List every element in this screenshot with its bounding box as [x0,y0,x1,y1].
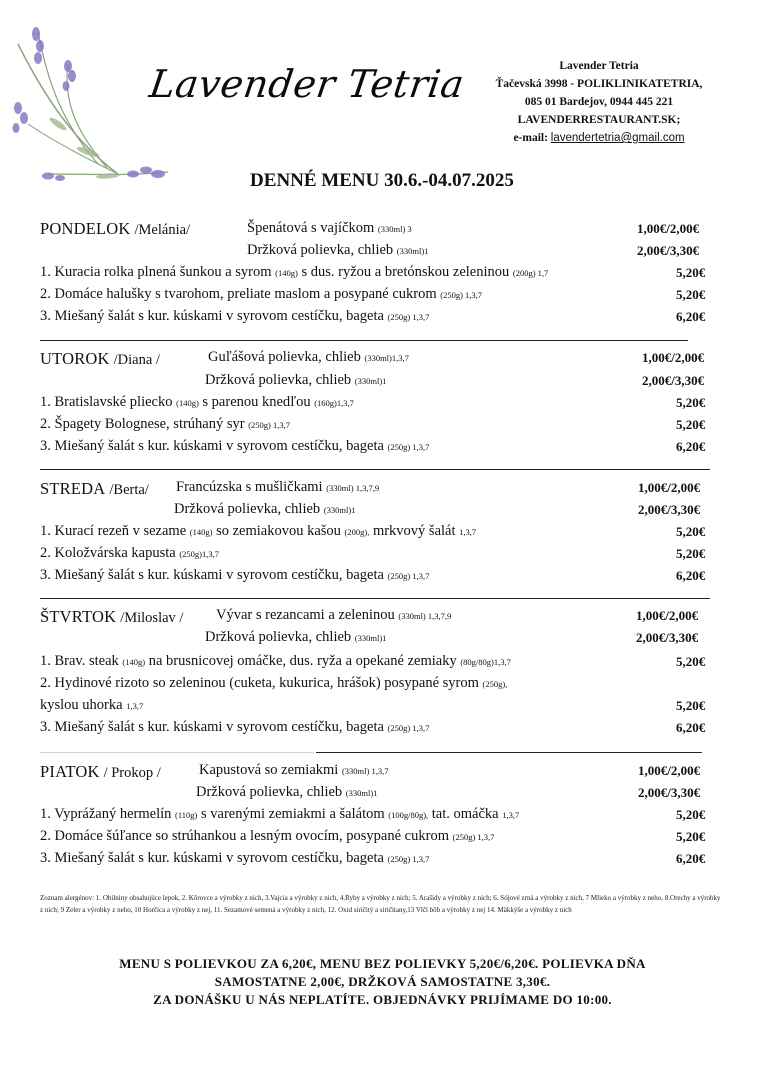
soup-item: Držková polievka, chlieb (330ml)1 [205,629,387,645]
email-label: e-mail: [513,132,548,144]
meal-price: 5,20€ [676,654,706,669]
lavender-illustration [8,24,178,194]
day-header-tuesday [40,349,160,369]
nameday: /Berta/ [109,482,149,498]
contact-block [470,57,728,147]
day-header-monday [40,219,190,239]
meal-item: 3. Miešaný šalát s kur. kúskami v syrovom cestíčku, bageta (250g) 1,3,7 [40,850,430,866]
meal-price: 5,20€ [676,829,706,844]
soup-price: 2,00€/3,30€ [637,243,700,258]
menu-title: DENNÉ MENU 30.6.-04.07.2025 [250,170,514,191]
contact-line: Ťačevská 3998 - POLIKLINIKATETRIA, [495,78,703,90]
footer-notice [40,955,725,1009]
meal-item: 3. Miešaný šalát s kur. kúskami v syrovom cestíčku, bageta (250g) 1,3,7 [40,308,430,324]
soup-item: Kapustová so zemiakmi (330ml) 1,3,7 [199,762,389,778]
day-label: PIATOK [40,762,100,781]
section-divider [40,598,710,599]
brand-logo-text: Lavender Tetria [146,62,468,106]
day-header-thursday [40,607,183,627]
soup-item: Guľášová polievka, chlieb (330ml)1,3,7 [208,349,409,365]
meal-item: 2. Domáce halušky s tvarohom, preliate maslom a posypané cukrom (250g) 1,3,7 [40,286,483,302]
meal-item: 1. Kuracia rolka plnená šunkou a syrom (140g) s dus. ryžou a bretónskou zeleninou (200g) 1,7 [40,264,549,280]
nameday: /Melánia/ [134,222,191,238]
soup-item: Vývar s rezancami a zeleninou (330ml) 1,3,7,9 [216,607,452,623]
meal-price: 6,20€ [676,720,706,735]
contact-line: LAVENDERRESTAURANT.SK; [517,114,681,126]
soup-price: 2,00€/3,30€ [638,785,701,800]
section-divider [316,752,702,753]
meal-item: 2. Koložvárska kapusta (250g)1,3,7 [40,545,219,561]
day-label: PONDELOK [40,219,131,238]
meal-price: 5,20€ [676,265,706,280]
day-header-wednesday [40,479,149,499]
meal-price: 5,20€ [676,524,706,539]
soup-item: Francúzska s mušličkami (330ml) 1,3,7,9 [176,479,380,495]
meal-item: 2. Domáce šúľance so strúhankou a lesným ovocím, posypané cukrom (250g) 1,3,7 [40,828,495,844]
meal-price: 5,20€ [676,417,706,432]
meal-price: 6,20€ [676,568,706,583]
footer-line: SAMOSTATNE 2,00€, DRŽKOVÁ SAMOSTATNE 3,30€. [214,974,551,989]
meal-price: 5,20€ [676,698,706,713]
soup-price: 1,00€/2,00€ [642,350,705,365]
soup-price: 1,00€/2,00€ [636,608,699,623]
soup-price: 2,00€/3,30€ [638,502,701,517]
meal-price: 6,20€ [676,439,706,454]
meal-price: 5,20€ [676,287,706,302]
soup-price: 1,00€/2,00€ [637,221,700,236]
soup-item: Držková polievka, chlieb (330ml)1 [247,242,429,258]
soup-price: 1,00€/2,00€ [638,763,701,778]
meal-price: 5,20€ [676,807,706,822]
allergen-list: Zoznam alergénov: 1. Obilniny obsahujúce lepok, 2. Kôrovce a výrobky z nich, 3.Vajcia a výrobky z nich, 4.Ryby a výrobky z nich; 5. Arašidy a výrobky z nich; 6. Sójové zrná a výrobky z nich, 7 Mlieko a výrobky z neho, 8.Orechy a výrobky z nich; 9 Zeler a výrobky z neho, 10 Horčica a výrobky z nej, 11. Sezamové semená a výrobky z nich, 12. Oxid siričitý a siričitany,13 Vlčí bôb a výrobky z nej 14. Mäkkýše a výrobky z nich [40,894,721,914]
meal-item: 1. Vyprážaný hermelín (110g) s varenými zemiakmi a šalátom (100g/80g), tat. omáčka 1,3,7 [40,806,520,822]
meal-item: 1. Bratislavské pliecko (140g) s parenou knedľou (160g)1,3,7 [40,394,354,410]
nameday: /Diana / [113,352,160,368]
soup-price: 2,00€/3,30€ [636,630,699,645]
meal-price: 6,20€ [676,851,706,866]
day-header-friday [40,762,161,782]
email-link[interactable]: lavendertetria@gmail.com [550,132,685,144]
day-label: STREDA [40,479,106,498]
section-divider [40,469,710,470]
meal-price: 5,20€ [676,395,706,410]
meal-item-continuation: kyslou uhorka 1,3,7 [40,697,144,713]
soup-item: Držková polievka, chlieb (330ml)1 [196,784,378,800]
contact-line: Lavender Tetria [559,60,639,72]
meal-item: 2. Hydinové rizoto so zeleninou (cuketa, kukurica, hrášok) posypané syrom (250g), [40,675,508,691]
meal-item: 2. Špagety Bolognese, strúhaný syr (250g) 1,3,7 [40,416,291,432]
section-divider-faint [40,752,314,753]
footer-line: ZA DONÁŠKU U NÁS NEPLATÍTE. OBJEDNÁVKY PRIJÍMAME DO 10:00. [153,992,612,1007]
soup-item: Špenátová s vajíčkom (330ml) 3 [247,220,412,236]
soup-item: Držková polievka, chlieb (330ml)1 [174,501,356,517]
meal-item: 1. Brav. steak (140g) na brusnicovej omáčke, dus. ryža a opekané zemiaky (80g/80g)1,3,7 [40,653,511,669]
day-label: ŠTVRTOK [40,607,117,626]
email-line [470,129,728,147]
meal-price: 6,20€ [676,309,706,324]
section-divider [40,340,688,341]
contact-line: 085 01 Bardejov, 0944 445 221 [524,96,674,108]
nameday: /Miloslav / [120,610,184,626]
meal-item: 3. Miešaný šalát s kur. kúskami v syrovom cestíčku, bageta (250g) 1,3,7 [40,567,430,583]
nameday: / Prokop / [103,765,161,781]
day-label: UTOROK [40,349,110,368]
meal-item: 3. Miešaný šalát s kur. kúskami v syrovom cestíčku, bageta (250g) 1,3,7 [40,719,430,735]
soup-price: 1,00€/2,00€ [638,480,701,495]
soup-item: Držková polievka, chlieb (330ml)1 [205,372,387,388]
meal-price: 5,20€ [676,546,706,561]
meal-item: 1. Kurací rezeň v sezame (140g) so zemiakovou kašou (200g), mrkvový šalát 1,3,7 [40,523,477,539]
meal-item: 3. Miešaný šalát s kur. kúskami v syrovom cestíčku, bageta (250g) 1,3,7 [40,438,430,454]
footer-line: MENU S POLIEVKOU ZA 6,20€, MENU BEZ POLIEVKY 5,20€/6,20€. POLIEVKA DŇA [119,956,646,971]
soup-price: 2,00€/3,30€ [642,373,705,388]
